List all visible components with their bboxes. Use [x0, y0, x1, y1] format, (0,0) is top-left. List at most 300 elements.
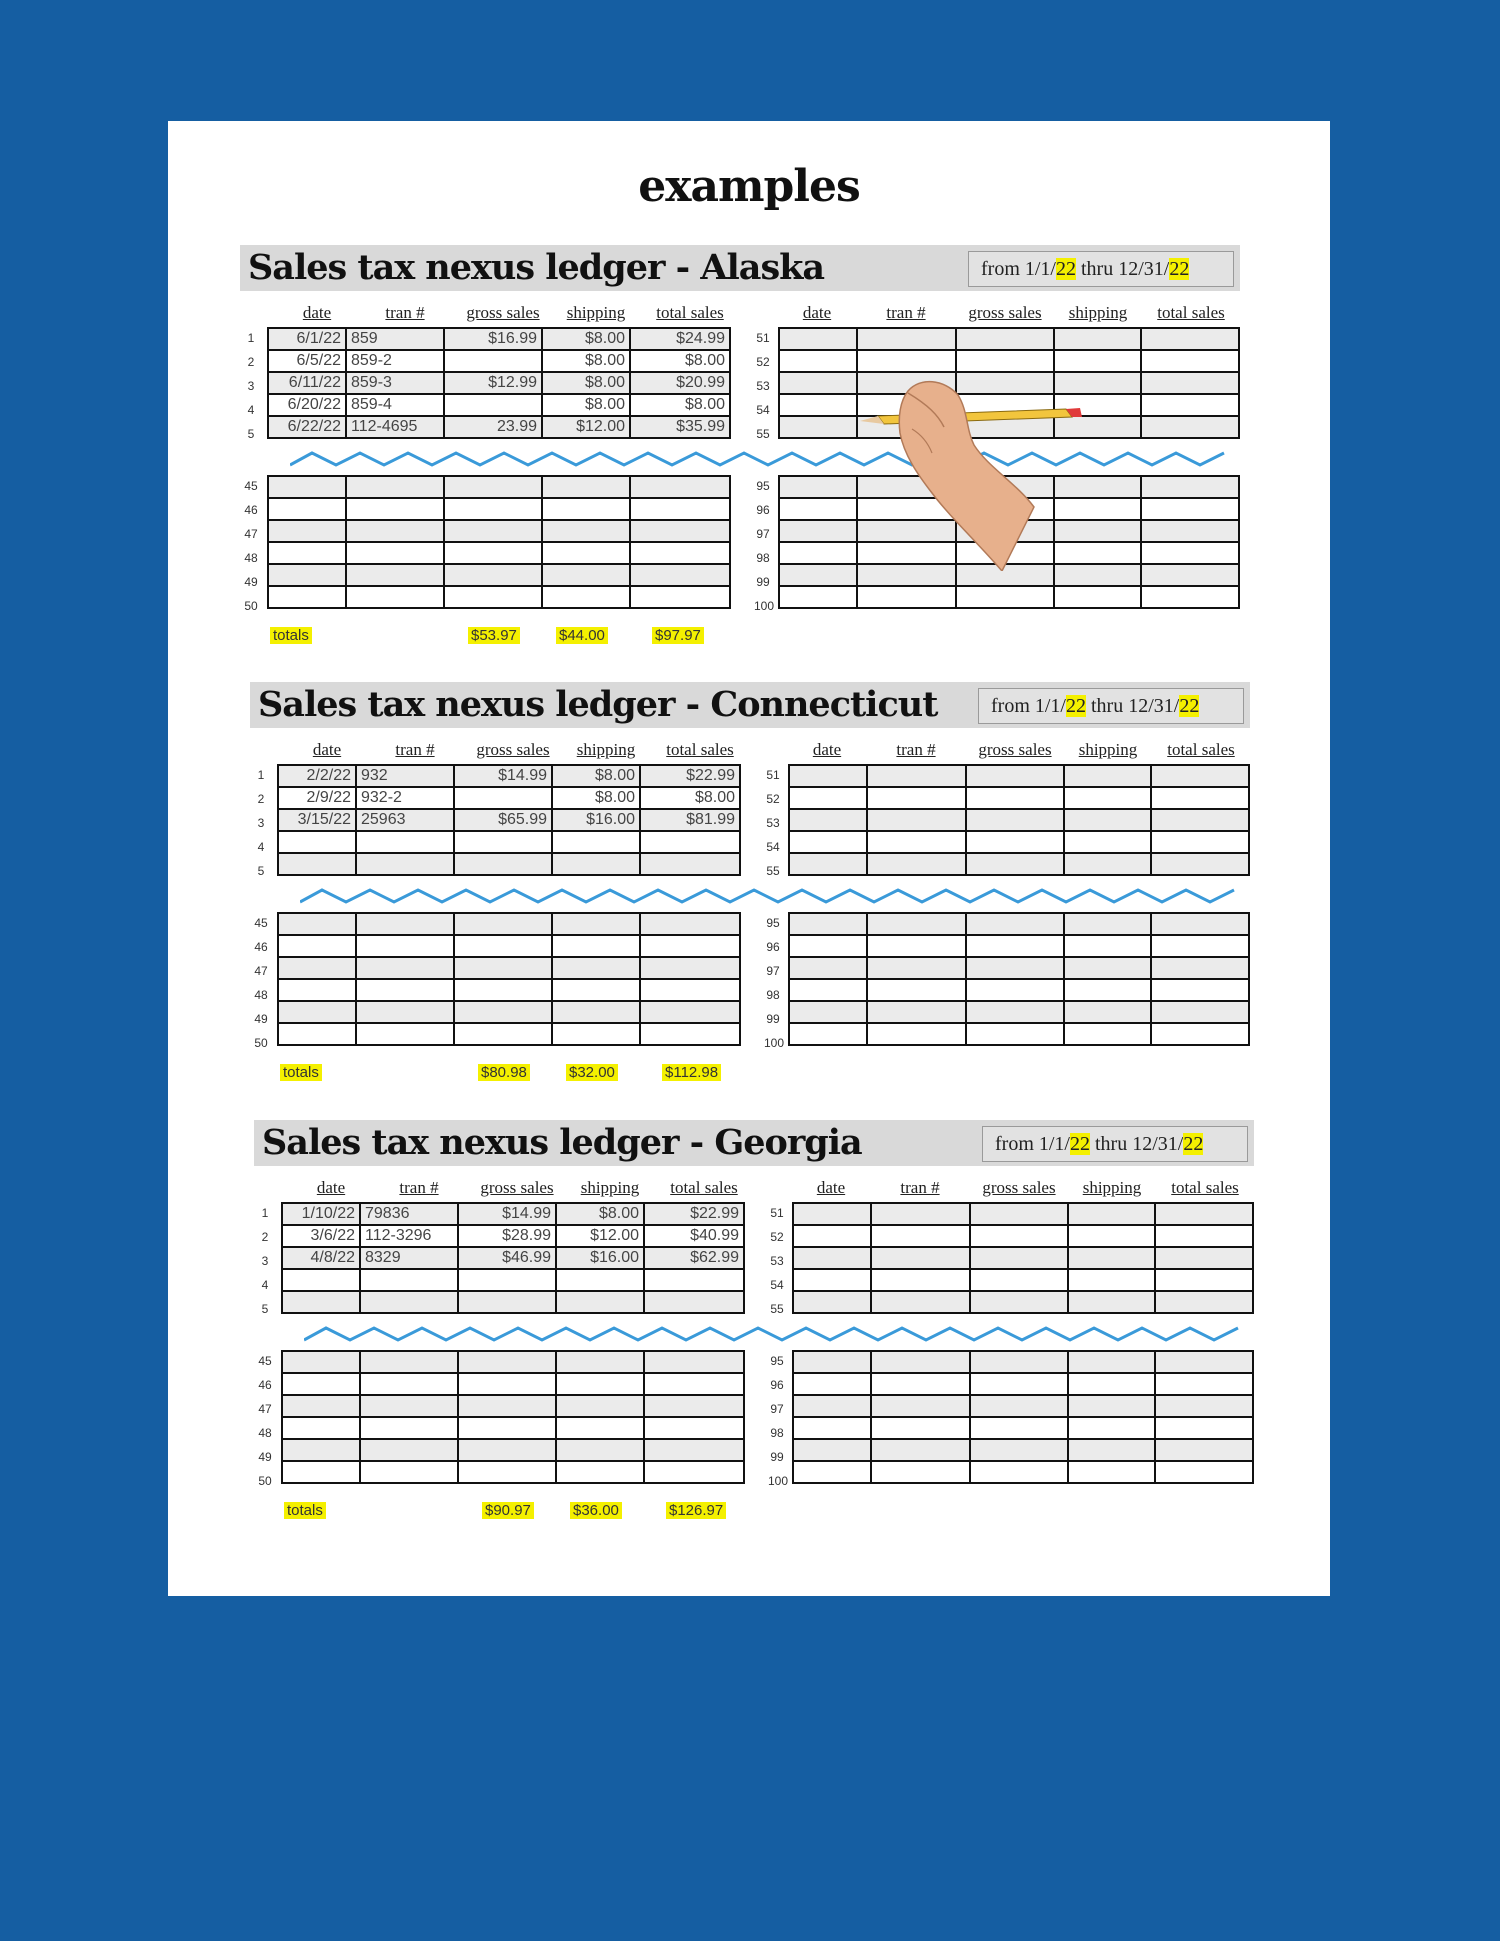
- ledger-cell-total[interactable]: [644, 1351, 744, 1373]
- ledger-cell-total[interactable]: $8.00: [630, 350, 730, 372]
- ledger-cell-shipping[interactable]: $8.00: [552, 765, 640, 787]
- ledger-cell-total[interactable]: [1155, 1373, 1253, 1395]
- ledger-cell-total[interactable]: [644, 1395, 744, 1417]
- ledger-cell-date[interactable]: [789, 935, 867, 957]
- ledger-cell-total[interactable]: [644, 1417, 744, 1439]
- ledger-cell-shipping[interactable]: [542, 564, 630, 586]
- ledger-cell-total[interactable]: [1155, 1291, 1253, 1313]
- ledger-cell-tran[interactable]: [867, 809, 967, 831]
- ledger-cell-gross[interactable]: $14.99: [454, 765, 552, 787]
- ledger-cell-date[interactable]: 3/6/22: [282, 1225, 360, 1247]
- ledger-cell-shipping[interactable]: [1068, 1247, 1156, 1269]
- ledger-cell-total[interactable]: [1155, 1439, 1253, 1461]
- ledger-cell-shipping[interactable]: [1068, 1461, 1156, 1483]
- ledger-cell-total[interactable]: [1141, 372, 1239, 394]
- ledger-cell-gross[interactable]: $14.99: [458, 1203, 556, 1225]
- ledger-cell-tran[interactable]: [867, 853, 967, 875]
- ledger-cell-date[interactable]: [268, 542, 346, 564]
- ledger-cell-gross[interactable]: [966, 853, 1064, 875]
- ledger-cell-date[interactable]: [282, 1461, 360, 1483]
- ledger-cell-gross[interactable]: [966, 831, 1064, 853]
- ledger-cell-total[interactable]: [1155, 1247, 1253, 1269]
- ledger-cell-date[interactable]: [793, 1351, 871, 1373]
- ledger-cell-total[interactable]: $40.99: [644, 1225, 744, 1247]
- ledger-cell-date[interactable]: [793, 1439, 871, 1461]
- ledger-cell-tran[interactable]: [867, 1023, 967, 1045]
- ledger-cell-tran[interactable]: [871, 1203, 971, 1225]
- ledger-cell-gross[interactable]: [454, 1023, 552, 1045]
- ledger-cell-tran[interactable]: [867, 935, 967, 957]
- ledger-cell-tran[interactable]: 859: [346, 328, 444, 350]
- ledger-cell-gross[interactable]: [458, 1373, 556, 1395]
- ledger-cell-shipping[interactable]: [542, 542, 630, 564]
- ledger-cell-date[interactable]: [278, 913, 356, 935]
- ledger-cell-date[interactable]: [282, 1351, 360, 1373]
- ledger-cell-date[interactable]: 6/20/22: [268, 394, 346, 416]
- ledger-cell-date[interactable]: [779, 372, 857, 394]
- ledger-cell-gross[interactable]: [444, 586, 542, 608]
- ledger-cell-shipping[interactable]: [1054, 586, 1142, 608]
- ledger-cell-total[interactable]: [1155, 1417, 1253, 1439]
- ledger-cell-gross[interactable]: [454, 787, 552, 809]
- ledger-cell-date[interactable]: [268, 586, 346, 608]
- ledger-cell-gross[interactable]: [970, 1351, 1068, 1373]
- ledger-cell-tran[interactable]: [360, 1291, 458, 1313]
- ledger-cell-total[interactable]: [640, 957, 740, 979]
- ledger-cell-gross[interactable]: [970, 1203, 1068, 1225]
- ledger-cell-shipping[interactable]: [542, 586, 630, 608]
- ledger-cell-tran[interactable]: [356, 913, 454, 935]
- ledger-cell-total[interactable]: [1151, 787, 1249, 809]
- ledger-cell-shipping[interactable]: [552, 831, 640, 853]
- ledger-cell-date[interactable]: 6/11/22: [268, 372, 346, 394]
- ledger-cell-date[interactable]: 6/22/22: [268, 416, 346, 438]
- ledger-cell-date[interactable]: 1/10/22: [282, 1203, 360, 1225]
- ledger-cell-total[interactable]: $81.99: [640, 809, 740, 831]
- ledger-cell-total[interactable]: [1151, 831, 1249, 853]
- ledger-cell-shipping[interactable]: [556, 1351, 644, 1373]
- ledger-cell-shipping[interactable]: [1064, 913, 1152, 935]
- ledger-cell-tran[interactable]: [871, 1225, 971, 1247]
- ledger-cell-date[interactable]: [268, 520, 346, 542]
- ledger-cell-date[interactable]: [789, 853, 867, 875]
- ledger-cell-tran[interactable]: [346, 564, 444, 586]
- ledger-cell-shipping[interactable]: [556, 1417, 644, 1439]
- ledger-cell-total[interactable]: [630, 564, 730, 586]
- ledger-cell-total[interactable]: [1151, 979, 1249, 1001]
- ledger-cell-date[interactable]: [268, 498, 346, 520]
- ledger-cell-tran[interactable]: [867, 979, 967, 1001]
- ledger-cell-total[interactable]: [1141, 542, 1239, 564]
- ledger-cell-total[interactable]: [640, 979, 740, 1001]
- ledger-cell-total[interactable]: $8.00: [640, 787, 740, 809]
- ledger-cell-date[interactable]: [793, 1373, 871, 1395]
- ledger-cell-date[interactable]: [793, 1291, 871, 1313]
- ledger-cell-date[interactable]: [278, 853, 356, 875]
- ledger-cell-tran[interactable]: [360, 1417, 458, 1439]
- ledger-cell-tran[interactable]: [867, 787, 967, 809]
- ledger-cell-shipping[interactable]: [1064, 935, 1152, 957]
- ledger-cell-total[interactable]: [1155, 1395, 1253, 1417]
- ledger-cell-total[interactable]: $8.00: [630, 394, 730, 416]
- ledger-cell-date[interactable]: [268, 564, 346, 586]
- ledger-cell-total[interactable]: [644, 1439, 744, 1461]
- ledger-cell-gross[interactable]: [966, 765, 1064, 787]
- ledger-cell-gross[interactable]: [454, 853, 552, 875]
- ledger-cell-shipping[interactable]: [552, 935, 640, 957]
- ledger-cell-date[interactable]: 2/2/22: [278, 765, 356, 787]
- ledger-cell-tran[interactable]: [346, 586, 444, 608]
- ledger-cell-date[interactable]: [282, 1439, 360, 1461]
- ledger-cell-shipping[interactable]: [1068, 1417, 1156, 1439]
- ledger-cell-shipping[interactable]: $16.00: [556, 1247, 644, 1269]
- date-range-field[interactable]: [978, 688, 1244, 724]
- ledger-cell-gross[interactable]: [458, 1461, 556, 1483]
- ledger-cell-date[interactable]: [793, 1417, 871, 1439]
- ledger-cell-gross[interactable]: [970, 1247, 1068, 1269]
- ledger-cell-total[interactable]: [644, 1461, 744, 1483]
- ledger-cell-gross[interactable]: [966, 935, 1064, 957]
- ledger-cell-total[interactable]: [644, 1373, 744, 1395]
- ledger-cell-total[interactable]: [630, 498, 730, 520]
- ledger-cell-tran[interactable]: [867, 913, 967, 935]
- ledger-cell-shipping[interactable]: [1064, 979, 1152, 1001]
- ledger-cell-shipping[interactable]: [1068, 1351, 1156, 1373]
- ledger-cell-gross[interactable]: [454, 831, 552, 853]
- ledger-cell-total[interactable]: $24.99: [630, 328, 730, 350]
- ledger-cell-gross[interactable]: [966, 809, 1064, 831]
- ledger-cell-date[interactable]: [282, 1291, 360, 1313]
- ledger-cell-shipping[interactable]: [1054, 350, 1142, 372]
- ledger-cell-gross[interactable]: [458, 1417, 556, 1439]
- ledger-cell-gross[interactable]: [444, 350, 542, 372]
- ledger-cell-gross[interactable]: [454, 979, 552, 1001]
- ledger-cell-total[interactable]: [630, 476, 730, 498]
- ledger-cell-tran[interactable]: [356, 831, 454, 853]
- ledger-cell-gross[interactable]: [966, 1023, 1064, 1045]
- ledger-cell-date[interactable]: [793, 1203, 871, 1225]
- ledger-cell-date[interactable]: [779, 350, 857, 372]
- ledger-cell-tran[interactable]: [871, 1291, 971, 1313]
- ledger-cell-gross[interactable]: [454, 913, 552, 935]
- ledger-cell-tran[interactable]: 112-4695: [346, 416, 444, 438]
- ledger-cell-gross[interactable]: [458, 1291, 556, 1313]
- ledger-cell-gross[interactable]: [970, 1439, 1068, 1461]
- ledger-cell-total[interactable]: [1141, 394, 1239, 416]
- ledger-cell-gross[interactable]: [966, 913, 1064, 935]
- ledger-cell-shipping[interactable]: [552, 957, 640, 979]
- ledger-cell-total[interactable]: [1141, 350, 1239, 372]
- ledger-cell-shipping[interactable]: $8.00: [542, 372, 630, 394]
- ledger-cell-tran[interactable]: [360, 1373, 458, 1395]
- ledger-cell-tran[interactable]: [867, 957, 967, 979]
- ledger-cell-gross[interactable]: [966, 787, 1064, 809]
- ledger-cell-shipping[interactable]: [1068, 1225, 1156, 1247]
- ledger-cell-date[interactable]: 4/8/22: [282, 1247, 360, 1269]
- ledger-cell-total[interactable]: [1151, 935, 1249, 957]
- ledger-cell-gross[interactable]: $65.99: [454, 809, 552, 831]
- ledger-cell-total[interactable]: [640, 853, 740, 875]
- ledger-cell-date[interactable]: [779, 394, 857, 416]
- ledger-cell-tran[interactable]: [871, 1351, 971, 1373]
- date-range-field[interactable]: [982, 1126, 1248, 1162]
- ledger-cell-gross[interactable]: [966, 1001, 1064, 1023]
- ledger-cell-date[interactable]: [282, 1417, 360, 1439]
- ledger-cell-tran[interactable]: 8329: [360, 1247, 458, 1269]
- ledger-cell-total[interactable]: [1151, 809, 1249, 831]
- ledger-cell-gross[interactable]: [454, 935, 552, 957]
- ledger-cell-date[interactable]: [793, 1247, 871, 1269]
- ledger-cell-date[interactable]: [789, 809, 867, 831]
- ledger-cell-shipping[interactable]: [1068, 1291, 1156, 1313]
- ledger-cell-date[interactable]: 2/9/22: [278, 787, 356, 809]
- ledger-cell-date[interactable]: [779, 416, 857, 438]
- ledger-cell-date[interactable]: [278, 1023, 356, 1045]
- ledger-cell-date[interactable]: [789, 787, 867, 809]
- ledger-cell-date[interactable]: [789, 1023, 867, 1045]
- ledger-cell-gross[interactable]: [458, 1439, 556, 1461]
- ledger-cell-shipping[interactable]: [1068, 1203, 1156, 1225]
- ledger-cell-gross[interactable]: [444, 564, 542, 586]
- ledger-cell-gross[interactable]: [970, 1225, 1068, 1247]
- ledger-cell-total[interactable]: [630, 542, 730, 564]
- ledger-cell-date[interactable]: [789, 831, 867, 853]
- ledger-cell-total[interactable]: [640, 913, 740, 935]
- ledger-cell-total[interactable]: [1151, 913, 1249, 935]
- ledger-cell-tran[interactable]: [360, 1395, 458, 1417]
- ledger-cell-gross[interactable]: [966, 957, 1064, 979]
- ledger-cell-shipping[interactable]: $12.00: [556, 1225, 644, 1247]
- ledger-cell-tran[interactable]: [356, 853, 454, 875]
- ledger-cell-tran[interactable]: [867, 831, 967, 853]
- ledger-cell-gross[interactable]: [444, 542, 542, 564]
- ledger-cell-total[interactable]: [1141, 520, 1239, 542]
- ledger-cell-total[interactable]: $20.99: [630, 372, 730, 394]
- ledger-cell-gross[interactable]: [970, 1373, 1068, 1395]
- ledger-cell-date[interactable]: [789, 1001, 867, 1023]
- date-range-field[interactable]: [968, 251, 1234, 287]
- ledger-cell-shipping[interactable]: [552, 1001, 640, 1023]
- ledger-cell-shipping[interactable]: [1064, 1023, 1152, 1045]
- ledger-cell-tran[interactable]: [356, 935, 454, 957]
- ledger-cell-tran[interactable]: 112-3296: [360, 1225, 458, 1247]
- ledger-cell-total[interactable]: [1155, 1461, 1253, 1483]
- ledger-cell-gross[interactable]: [444, 520, 542, 542]
- ledger-cell-gross[interactable]: [444, 476, 542, 498]
- ledger-cell-tran[interactable]: [871, 1373, 971, 1395]
- ledger-cell-tran[interactable]: [857, 328, 957, 350]
- ledger-cell-gross[interactable]: [454, 1001, 552, 1023]
- ledger-cell-tran[interactable]: [871, 1247, 971, 1269]
- ledger-cell-tran[interactable]: [356, 957, 454, 979]
- ledger-cell-tran[interactable]: [360, 1269, 458, 1291]
- ledger-cell-date[interactable]: [278, 1001, 356, 1023]
- ledger-cell-gross[interactable]: [956, 586, 1054, 608]
- ledger-cell-gross[interactable]: [970, 1291, 1068, 1313]
- ledger-cell-gross[interactable]: [454, 957, 552, 979]
- ledger-cell-total[interactable]: [640, 831, 740, 853]
- ledger-cell-tran[interactable]: [871, 1395, 971, 1417]
- ledger-cell-total[interactable]: [1155, 1269, 1253, 1291]
- ledger-cell-gross[interactable]: $46.99: [458, 1247, 556, 1269]
- ledger-cell-total[interactable]: [1141, 416, 1239, 438]
- ledger-cell-gross[interactable]: [970, 1269, 1068, 1291]
- ledger-cell-date[interactable]: [789, 913, 867, 935]
- ledger-cell-tran[interactable]: 932-2: [356, 787, 454, 809]
- ledger-cell-total[interactable]: [1151, 1023, 1249, 1045]
- ledger-cell-tran[interactable]: [867, 1001, 967, 1023]
- ledger-cell-date[interactable]: [793, 1225, 871, 1247]
- ledger-cell-shipping[interactable]: $8.00: [556, 1203, 644, 1225]
- ledger-cell-shipping[interactable]: [542, 520, 630, 542]
- ledger-cell-total[interactable]: [640, 1023, 740, 1045]
- ledger-cell-shipping[interactable]: [1064, 957, 1152, 979]
- ledger-cell-gross[interactable]: [970, 1461, 1068, 1483]
- ledger-cell-shipping[interactable]: [1064, 765, 1152, 787]
- ledger-cell-shipping[interactable]: [1064, 787, 1152, 809]
- ledger-cell-date[interactable]: [789, 957, 867, 979]
- ledger-cell-tran[interactable]: [871, 1269, 971, 1291]
- ledger-cell-shipping[interactable]: [556, 1395, 644, 1417]
- ledger-cell-shipping[interactable]: [552, 853, 640, 875]
- ledger-cell-shipping[interactable]: [542, 476, 630, 498]
- ledger-cell-gross[interactable]: [444, 498, 542, 520]
- ledger-cell-tran[interactable]: [871, 1439, 971, 1461]
- ledger-cell-gross[interactable]: [458, 1351, 556, 1373]
- ledger-cell-tran[interactable]: [356, 1001, 454, 1023]
- ledger-cell-gross[interactable]: 23.99: [444, 416, 542, 438]
- ledger-cell-shipping[interactable]: [542, 498, 630, 520]
- ledger-cell-gross[interactable]: [458, 1395, 556, 1417]
- ledger-cell-date[interactable]: [278, 935, 356, 957]
- ledger-cell-total[interactable]: [630, 520, 730, 542]
- ledger-cell-date[interactable]: [793, 1269, 871, 1291]
- ledger-cell-date[interactable]: [278, 831, 356, 853]
- ledger-cell-shipping[interactable]: [1068, 1395, 1156, 1417]
- ledger-cell-tran[interactable]: 859-2: [346, 350, 444, 372]
- ledger-cell-tran[interactable]: [346, 476, 444, 498]
- ledger-cell-tran[interactable]: 859-4: [346, 394, 444, 416]
- ledger-cell-date[interactable]: [789, 765, 867, 787]
- ledger-cell-total[interactable]: $22.99: [640, 765, 740, 787]
- ledger-cell-date[interactable]: [282, 1373, 360, 1395]
- ledger-cell-total[interactable]: [630, 586, 730, 608]
- ledger-cell-tran[interactable]: [360, 1351, 458, 1373]
- ledger-cell-total[interactable]: $35.99: [630, 416, 730, 438]
- ledger-cell-date[interactable]: [789, 979, 867, 1001]
- ledger-cell-tran[interactable]: 25963: [356, 809, 454, 831]
- ledger-cell-shipping[interactable]: $8.00: [542, 350, 630, 372]
- ledger-cell-shipping[interactable]: [1064, 831, 1152, 853]
- ledger-cell-gross[interactable]: [970, 1417, 1068, 1439]
- ledger-cell-total[interactable]: [640, 1001, 740, 1023]
- ledger-cell-gross[interactable]: $28.99: [458, 1225, 556, 1247]
- ledger-cell-total[interactable]: $62.99: [644, 1247, 744, 1269]
- ledger-cell-date[interactable]: 3/15/22: [278, 809, 356, 831]
- ledger-cell-total[interactable]: [1155, 1351, 1253, 1373]
- ledger-cell-total[interactable]: [1151, 853, 1249, 875]
- ledger-cell-shipping[interactable]: $8.00: [542, 394, 630, 416]
- ledger-cell-total[interactable]: [1141, 564, 1239, 586]
- ledger-cell-total[interactable]: [1151, 957, 1249, 979]
- ledger-cell-date[interactable]: [282, 1269, 360, 1291]
- ledger-cell-tran[interactable]: [346, 542, 444, 564]
- ledger-cell-total[interactable]: [1155, 1203, 1253, 1225]
- ledger-cell-total[interactable]: [644, 1269, 744, 1291]
- ledger-cell-date[interactable]: [779, 586, 857, 608]
- ledger-cell-date[interactable]: [793, 1395, 871, 1417]
- ledger-cell-gross[interactable]: [458, 1269, 556, 1291]
- ledger-cell-date[interactable]: [793, 1461, 871, 1483]
- ledger-cell-shipping[interactable]: [556, 1269, 644, 1291]
- ledger-cell-shipping[interactable]: $12.00: [542, 416, 630, 438]
- ledger-cell-date[interactable]: 6/5/22: [268, 350, 346, 372]
- ledger-cell-tran[interactable]: [346, 520, 444, 542]
- ledger-cell-date[interactable]: [779, 520, 857, 542]
- ledger-cell-shipping[interactable]: [1068, 1269, 1156, 1291]
- ledger-cell-shipping[interactable]: [556, 1439, 644, 1461]
- ledger-cell-shipping[interactable]: [556, 1291, 644, 1313]
- ledger-cell-tran[interactable]: 932: [356, 765, 454, 787]
- ledger-cell-shipping[interactable]: [1054, 328, 1142, 350]
- ledger-cell-tran[interactable]: [857, 350, 957, 372]
- ledger-cell-tran[interactable]: [346, 498, 444, 520]
- ledger-cell-total[interactable]: $22.99: [644, 1203, 744, 1225]
- ledger-cell-shipping[interactable]: [556, 1461, 644, 1483]
- ledger-cell-tran[interactable]: [356, 1023, 454, 1045]
- ledger-cell-shipping[interactable]: $8.00: [542, 328, 630, 350]
- ledger-cell-date[interactable]: [278, 957, 356, 979]
- ledger-cell-tran[interactable]: [360, 1461, 458, 1483]
- ledger-cell-total[interactable]: [1151, 1001, 1249, 1023]
- ledger-cell-total[interactable]: [1151, 765, 1249, 787]
- ledger-cell-total[interactable]: [1155, 1225, 1253, 1247]
- ledger-cell-date[interactable]: [779, 476, 857, 498]
- ledger-cell-total[interactable]: [640, 935, 740, 957]
- ledger-cell-gross[interactable]: [444, 394, 542, 416]
- ledger-cell-date[interactable]: [779, 564, 857, 586]
- ledger-cell-gross[interactable]: $12.99: [444, 372, 542, 394]
- ledger-cell-shipping[interactable]: [556, 1373, 644, 1395]
- ledger-cell-date[interactable]: [779, 328, 857, 350]
- ledger-cell-shipping[interactable]: [1064, 809, 1152, 831]
- ledger-cell-total[interactable]: [644, 1291, 744, 1313]
- ledger-cell-tran[interactable]: [360, 1439, 458, 1461]
- ledger-cell-gross[interactable]: [956, 328, 1054, 350]
- ledger-cell-shipping[interactable]: $16.00: [552, 809, 640, 831]
- ledger-cell-gross[interactable]: [966, 979, 1064, 1001]
- ledger-cell-gross[interactable]: $16.99: [444, 328, 542, 350]
- ledger-cell-shipping[interactable]: [1064, 853, 1152, 875]
- ledger-cell-gross[interactable]: [970, 1395, 1068, 1417]
- ledger-cell-total[interactable]: [1141, 498, 1239, 520]
- ledger-cell-total[interactable]: [1141, 476, 1239, 498]
- ledger-cell-date[interactable]: [278, 979, 356, 1001]
- ledger-cell-tran[interactable]: 859-3: [346, 372, 444, 394]
- ledger-cell-tran[interactable]: [871, 1417, 971, 1439]
- ledger-cell-tran[interactable]: [867, 765, 967, 787]
- ledger-cell-shipping[interactable]: [1068, 1439, 1156, 1461]
- ledger-cell-total[interactable]: [1141, 328, 1239, 350]
- ledger-cell-gross[interactable]: [956, 350, 1054, 372]
- ledger-cell-tran[interactable]: [871, 1461, 971, 1483]
- ledger-cell-total[interactable]: [1141, 586, 1239, 608]
- ledger-cell-shipping[interactable]: $8.00: [552, 787, 640, 809]
- ledger-cell-tran[interactable]: 79836: [360, 1203, 458, 1225]
- ledger-cell-tran[interactable]: [356, 979, 454, 1001]
- ledger-cell-tran[interactable]: [857, 586, 957, 608]
- ledger-cell-shipping[interactable]: [1068, 1373, 1156, 1395]
